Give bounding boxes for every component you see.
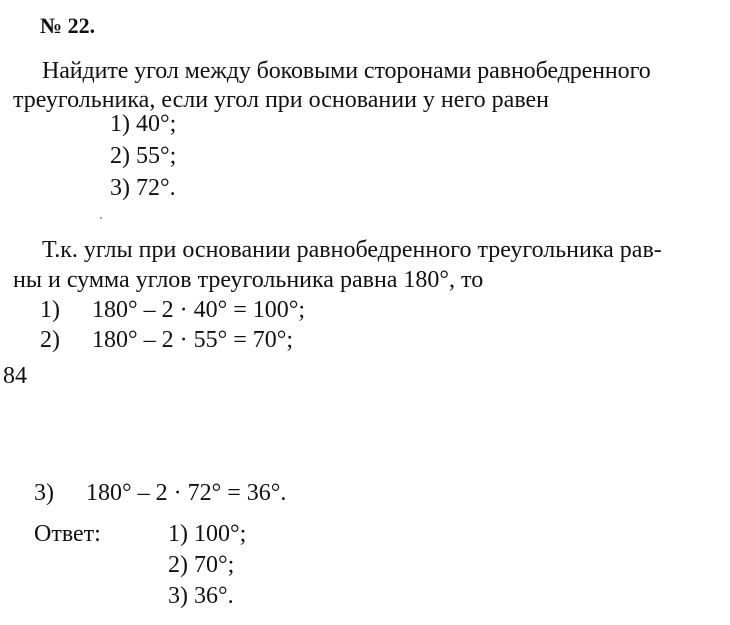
answer-item-3: 3) 36°. (168, 583, 234, 609)
problem-statement-line-2: треугольника, если угол при основании у него равен (13, 87, 550, 113)
solution-step-3-label: 3) (34, 480, 54, 506)
solution-step-2-label: 2) (40, 327, 60, 353)
page-number: 84 (3, 363, 27, 389)
answer-item-2: 2) 70°; (168, 552, 235, 578)
problem-option-1: 1) 40°; (110, 111, 177, 137)
problem-statement-line-1: Найдите угол между боковыми сторонами равнобедренного (42, 58, 651, 84)
problem-number: № 22. (40, 13, 96, 38)
solution-step-1-label: 1) (40, 297, 60, 323)
solution-intro-line-1: Т.к. углы при основании равнобедренного треугольника рав- (42, 237, 662, 263)
scan-speck (100, 217, 102, 219)
problem-option-3: 3) 72°. (110, 175, 176, 201)
answer-item-1: 1) 100°; (168, 521, 247, 547)
problem-option-2: 2) 55°; (110, 143, 177, 169)
solution-step-3-expression: 180° – 2 · 72° = 36°. (86, 480, 287, 506)
solution-step-1-expression: 180° – 2 · 40° = 100°; (92, 297, 305, 323)
answer-label: Ответ: (34, 521, 101, 547)
solution-step-2-expression: 180° – 2 · 55° = 70°; (92, 327, 293, 353)
solution-intro-line-2: ны и сумма углов треугольника равна 180°, то (13, 267, 484, 293)
